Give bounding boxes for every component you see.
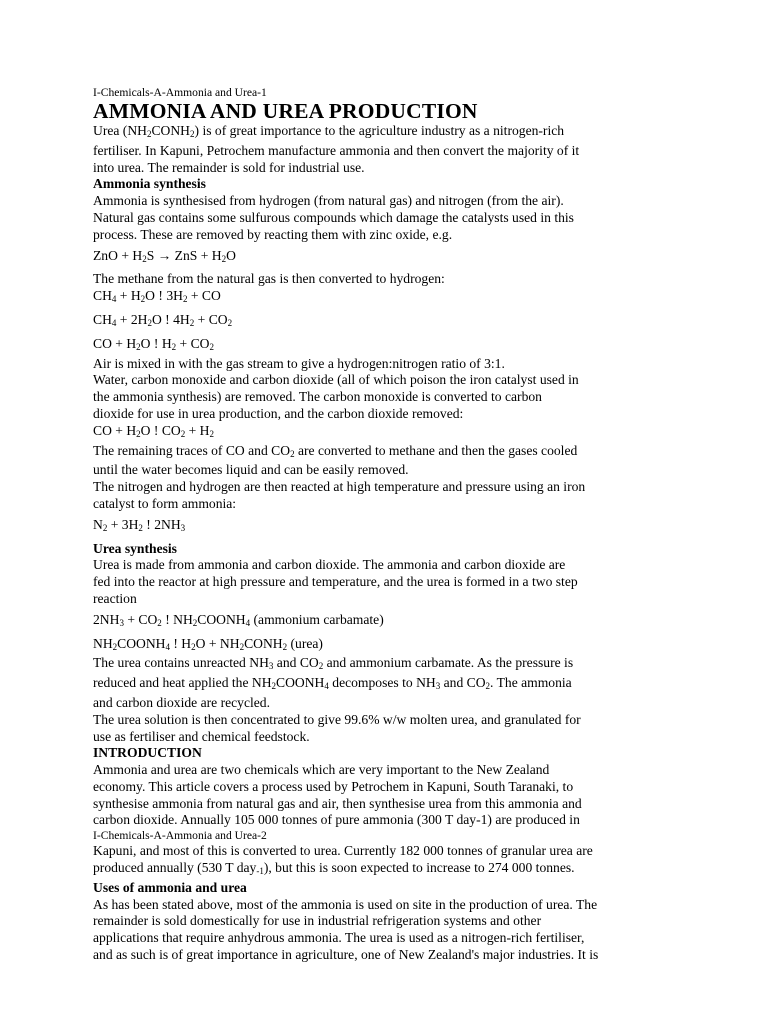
- text-run: + CO: [187, 288, 221, 304]
- page-header-2: I-Chemicals-A-Ammonia and Urea-2: [93, 829, 267, 843]
- paragraph-line: The nitrogen and hydrogen are then reacted at high temperature and pressure using an iron: [93, 479, 586, 495]
- paragraph-line: As has been stated above, most of the ammonia is used on site in the production of urea. The: [93, 896, 598, 912]
- paragraph-line: Water, carbon monoxide and carbon dioxide (all of which poison the iron catalyst used in: [93, 372, 579, 388]
- paragraph-line: [93, 860, 683, 880]
- subscript: 2: [191, 641, 196, 652]
- text-run: O ! CO: [140, 422, 181, 438]
- text-run: (urea): [287, 635, 323, 651]
- text-run: Urea (NH: [93, 123, 147, 138]
- paragraph-line: [93, 655, 683, 675]
- text-run: ZnO + H: [93, 247, 143, 263]
- text-run: ! 2NH: [142, 516, 181, 532]
- paragraph-line: into urea. The remainder is sold for industrial use.: [93, 159, 365, 175]
- subscript: 2: [290, 448, 295, 459]
- paragraph-line: and as such is of great importance in agriculture, one of New Zealand's major industries. It is: [93, 947, 599, 963]
- text-run: NH: [93, 635, 113, 651]
- text-run: CH: [93, 288, 112, 304]
- subscript: 4: [111, 317, 117, 328]
- text-run: + CO: [194, 311, 228, 327]
- text-run: O ! H: [140, 335, 172, 351]
- paragraph-line: process. These are removed by reacting them with zinc oxide, e.g.: [93, 226, 453, 242]
- subscript: 3: [180, 522, 186, 533]
- subscript: 2: [147, 317, 152, 328]
- subscript: 4: [245, 617, 251, 628]
- text-run: + 3H: [107, 516, 139, 532]
- paragraph-line: synthesise ammonia from natural gas and air, then synthesise urea from this ammonia and: [93, 795, 582, 811]
- text-run: The remaining traces of CO and CO: [93, 442, 291, 458]
- paragraph-line: until the water becomes liquid and can be easily removed.: [93, 462, 409, 478]
- subscript: 2: [180, 428, 186, 439]
- subscript: 2: [221, 253, 227, 264]
- text-run: and CO: [440, 675, 486, 691]
- text-run: ! NH: [161, 611, 193, 627]
- document-page: [93, 86, 683, 964]
- subscript: 3: [119, 617, 124, 628]
- paragraph-line: catalyst to form ammonia:: [93, 495, 237, 511]
- text-run: O ! 3H: [145, 288, 183, 304]
- doc-title: AMMONIA AND UREA PRODUCTION: [93, 99, 478, 123]
- text-run: N: [93, 516, 103, 532]
- text-run: 2NH: [93, 611, 120, 627]
- text-run: CO + H: [93, 422, 137, 438]
- subscript: 2: [146, 129, 152, 139]
- paragraph-line: reaction: [93, 590, 137, 606]
- subscript: 2: [485, 681, 491, 692]
- section-heading: Urea synthesis: [93, 540, 177, 556]
- text-run: and CO: [273, 655, 319, 671]
- equation-line: [93, 636, 683, 656]
- text-run: + H: [185, 422, 210, 438]
- text-run: + CO: [123, 611, 158, 627]
- subscript: 2: [140, 294, 146, 305]
- equation-line: [93, 336, 683, 356]
- subscript: 3: [268, 661, 274, 672]
- text-run: . The ammonia: [490, 675, 572, 691]
- text-run: O ! 4H: [151, 311, 190, 327]
- subscript: 2: [192, 617, 198, 628]
- paragraph-line: applications that require anhydrous ammonia. The urea is used as a nitrogen-rich fertiliser,: [93, 930, 585, 946]
- paragraph-line: Kapuni, and most of this is converted to urea. Currently 182 000 tonnes of granular urea are: [93, 843, 593, 859]
- subscript: 2: [138, 522, 143, 533]
- paragraph-line: Urea is made from ammonia and carbon dioxide. The ammonia and carbon dioxide are: [93, 557, 566, 573]
- subscript: 2: [136, 341, 141, 352]
- subscript: 2: [227, 317, 233, 328]
- equation-line: [93, 612, 683, 632]
- equation-line: [93, 312, 683, 332]
- section-heading: INTRODUCTION: [93, 745, 202, 761]
- subscript: 4: [165, 641, 170, 652]
- text-run: The urea contains unreacted NH: [93, 655, 269, 671]
- subscript: 2: [171, 341, 177, 352]
- equation-line: [93, 423, 683, 443]
- paragraph-line: fed into the reactor at high pressure and temperature, and the urea is formed in a two step: [93, 574, 578, 590]
- paragraph-line: use as fertiliser and chemical feedstock.: [93, 728, 310, 744]
- text-run: + H: [116, 288, 141, 304]
- section-heading: Uses of ammonia and urea: [93, 879, 247, 895]
- text-run: CONH: [244, 635, 283, 651]
- text-run: COONH: [276, 675, 325, 691]
- text-run: CO + H: [93, 335, 137, 351]
- text-run: O: [226, 247, 236, 263]
- subscript: 4: [111, 294, 117, 305]
- paragraph-line: [93, 675, 683, 695]
- subscript: 2: [189, 317, 195, 328]
- subscript: 2: [318, 661, 324, 672]
- subscript: 2: [239, 641, 245, 652]
- text-run: (ammonium carbamate): [250, 611, 384, 627]
- text-run: COONH: [117, 635, 166, 651]
- text-run: CH: [93, 311, 112, 327]
- subscript: 2: [209, 341, 214, 352]
- paragraph-line: and carbon dioxide are recycled.: [93, 694, 271, 710]
- paragraph-line: remainder is sold domestically for use in industrial refrigeration systems and other: [93, 913, 542, 929]
- paragraph-line: Ammonia is synthesised from hydrogen (from natural gas) and nitrogen (from the air).: [93, 193, 564, 209]
- text-run: + CO: [176, 335, 210, 351]
- section-heading: Ammonia synthesis: [93, 176, 206, 192]
- text-run: are converted to methane and then the gases cooled: [294, 442, 578, 458]
- text-run: S → ZnS + H: [146, 247, 222, 263]
- subscript: 2: [209, 428, 214, 439]
- text-run: ! H: [169, 635, 192, 651]
- equation-line: [93, 288, 683, 308]
- paragraph-line: fertiliser. In Kapuni, Petrochem manufacture ammonia and then convert the majority of it: [93, 142, 580, 158]
- subscript: 2: [271, 681, 277, 692]
- text-run: ), but this is soon expected to increase to 274 000 tonnes.: [263, 860, 575, 876]
- subscript: 2: [157, 617, 162, 628]
- paragraph-line: Ammonia and urea are two chemicals which are very important to the New Zealand: [93, 762, 550, 778]
- paragraph-line: dioxide for use in urea production, and the carbon dioxide removed:: [93, 405, 464, 421]
- paragraph-line: economy. This article covers a process used by Petrochem in Kapuni, South Taranaki, to: [93, 778, 574, 794]
- paragraph-line: The urea solution is then concentrated to give 99.6% w/w molten urea, and granulated for: [93, 711, 581, 727]
- text-run: + 2H: [116, 311, 148, 327]
- equation-line: [93, 517, 683, 537]
- subscript: 2: [190, 129, 195, 139]
- subscript: 2: [182, 294, 188, 305]
- paragraph-line: Air is mixed in with the gas stream to give a hydrogen:nitrogen ratio of 3:1.: [93, 355, 505, 371]
- paragraph-line: carbon dioxide. Annually 105 000 tonnes of pure ammonia (300 T day-1) are produced in: [93, 812, 580, 828]
- equation-line: [93, 248, 683, 268]
- text-run: COONH: [197, 611, 246, 627]
- subscript: 2: [142, 253, 147, 264]
- subscript: 2: [282, 641, 288, 652]
- paragraph-line: The methane from the natural gas is then converted to hydrogen:: [93, 271, 445, 287]
- subscript: 3: [435, 681, 441, 692]
- text-run: ) is of great importance to the agriculture industry as a nitrogen-rich: [194, 123, 565, 138]
- text-run: O + NH: [195, 635, 240, 651]
- paragraph-line: [93, 123, 683, 143]
- subscript: -1: [256, 866, 264, 877]
- page-header-1: I-Chemicals-A-Ammonia and Urea-1: [93, 86, 267, 99]
- paragraph-line: the ammonia synthesis) are removed. The carbon monoxide is converted to carbon: [93, 389, 542, 405]
- text-run: and ammonium carbamate. As the pressure is: [323, 655, 574, 671]
- subscript: 2: [102, 522, 108, 533]
- text-run: reduced and heat applied the NH: [93, 675, 272, 691]
- text-run: CONH: [151, 123, 191, 138]
- paragraph-line: [93, 443, 683, 463]
- text-run: produced annually (530 T day: [93, 860, 257, 876]
- paragraph-line: Natural gas contains some sulfurous compounds which damage the catalysts used in this: [93, 209, 574, 225]
- subscript: 2: [136, 428, 141, 439]
- subscript: 2: [112, 641, 118, 652]
- subscript: 4: [324, 681, 329, 692]
- text-run: decomposes to NH: [328, 675, 436, 691]
